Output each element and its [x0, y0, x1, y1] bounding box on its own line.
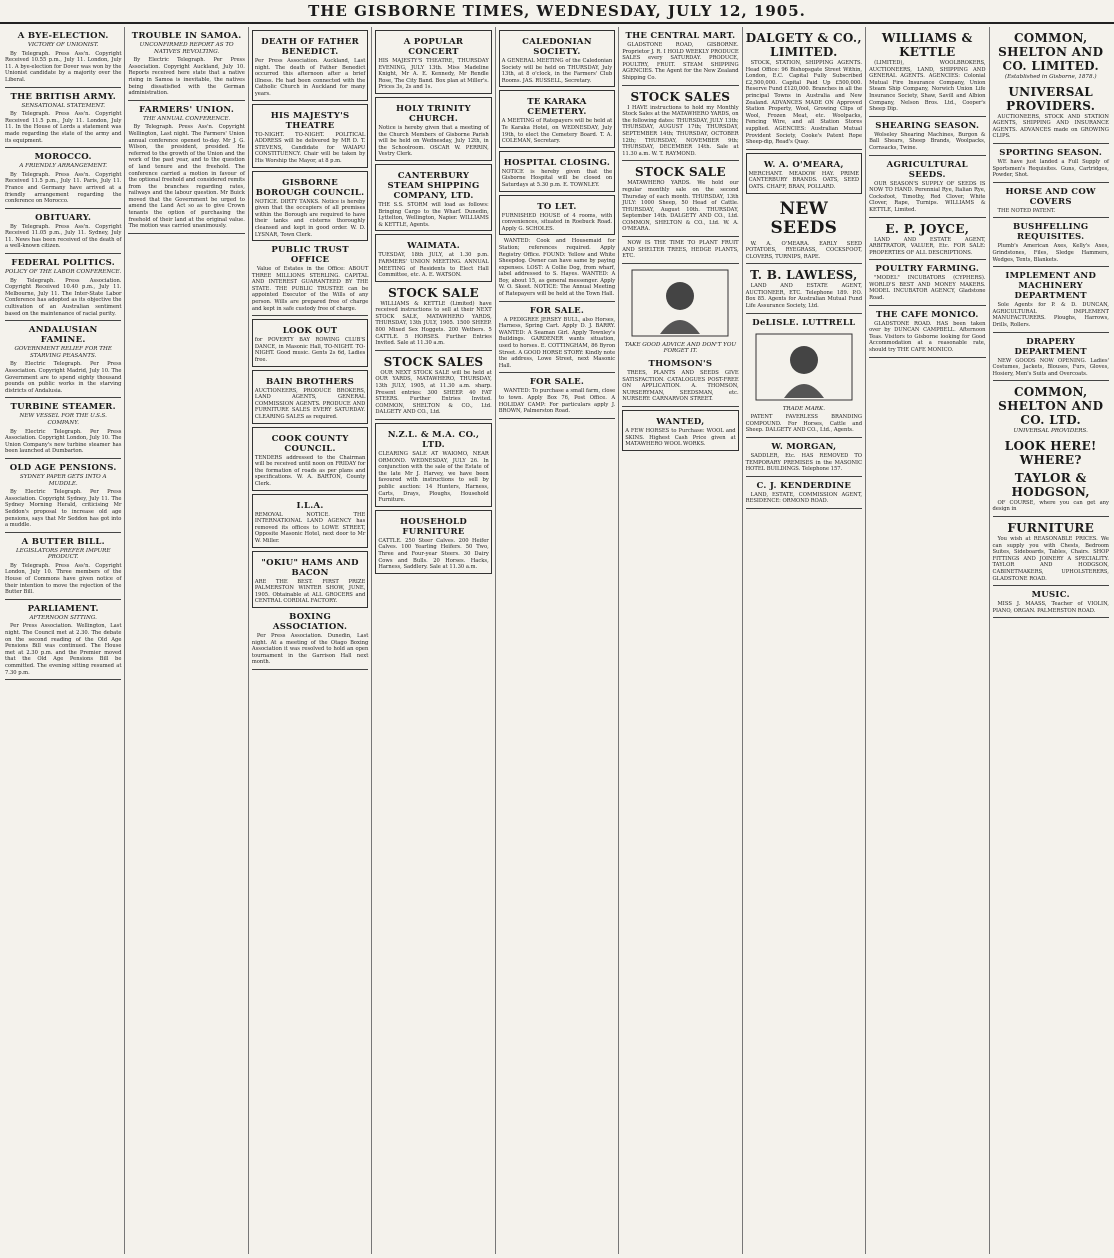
- article-headline: POULTRY FARMING.: [875, 264, 980, 275]
- advertisement-headline: TE KARAKA CEMETERY.: [527, 97, 587, 118]
- article-paragraph: Per Press Association. Wellington, Last night. The Council met at 2.30. The debate on the second reading of the Old Age Pensions Bill was continued. The House met at 2.30 p.m. and the Premier moved that the Old Age Pensions Bill be committed. The evening sitting resumed at 7.30 p.m.: [5, 623, 122, 676]
- advertisement-body: Per Press Association. Auckland, Last night. The death of Father Benedict occurred this afternoon after a brief illness. He had been connected with the Catholic Church in Auckland for many years.: [254, 58, 366, 97]
- advertisement: [252, 370, 368, 424]
- advertisement: [375, 97, 491, 161]
- article-headline: THOMSON'S: [648, 359, 713, 370]
- column-rule: [375, 350, 491, 351]
- column-rule: [993, 516, 1109, 517]
- advertisement: [375, 164, 491, 231]
- article-body: [5, 429, 121, 455]
- article-body: [128, 57, 244, 97]
- article-body: [746, 453, 862, 473]
- column-rule: [5, 679, 121, 680]
- advertisement-headline: HOUSEHOLD FURNITURE: [400, 516, 467, 537]
- column-rule: [622, 406, 738, 407]
- column-rule: [499, 372, 615, 373]
- column-rule: [128, 233, 244, 234]
- article-headline: TAYLOR & HODGSON,: [1011, 470, 1090, 499]
- article-subhead: UNCONFIRMED REPORT AS TO NATIVES REVOLTING.: [139, 42, 234, 55]
- article-body: [252, 266, 368, 312]
- article-headline: PUBLIC TRUST OFFICE: [271, 245, 349, 266]
- article-subhead: THE ANNUAL CONFERENCE.: [142, 115, 231, 122]
- article-subhead: VICTORY OF UNIONIST.: [27, 42, 99, 48]
- column-6: [619, 27, 742, 1254]
- article-paragraph: LAND AND ESTATE AGENT, ARBITRATOR, VALUER, Etc. FOR SALE: PROPERTIES OF ALL DESCRIPTIONS.: [869, 236, 986, 256]
- advertisement-headline: DEATH OF FATHER BENEDICT.: [261, 37, 359, 57]
- article-paragraph: THE NOTED PATENT.: [997, 207, 1056, 214]
- article-headline: BUSHFELLING REQUISITES.: [1012, 222, 1089, 243]
- article-subhead: (Established in Gisborne, 1878.): [1004, 74, 1097, 80]
- article-body: [869, 181, 985, 214]
- column-3: [249, 27, 372, 1254]
- article-body: [5, 489, 121, 529]
- column-rule: [499, 301, 615, 302]
- article-subhead: SENSATIONAL STATEMENT.: [21, 102, 105, 109]
- article-paragraph: (LIMITED), WOOLBROKERS, AUCTIONEERS, LAND, SHIPPING AND GENERAL AGENTS. AGENCIES: Colonial Mutual Fire Insurance Company, Union Steam Ship Company, Norwich Union Life Insurance Society, Shaw, Savill and Albion Company, Nelson Bros. Ltd., Cooper's Sheep Dip.: [869, 60, 986, 113]
- advertisement-body: for POVERTY BAY ROWING CLUB'S DANCE, in Masonic Hall, TO-NIGHT. TO-NIGHT. Good music. Gents 2s 6d, Ladies free.: [254, 337, 366, 364]
- column-4: [372, 27, 495, 1254]
- illustration-icon: [754, 332, 854, 402]
- advertisement: [375, 30, 491, 94]
- article-paragraph: By Electric Telegraph. Per Press Association. Copyright Sydney, July 11. The Sydney Morning Herald, criticising Mr Seddon's proposal to increase old age pensions, says that Mr Seddon has got into a muddle.: [5, 489, 122, 529]
- article-headline: LOOK HERE! WHERE?: [1004, 438, 1097, 467]
- advertisement-headline: N.Z.L. & M.A. CO., LTD.: [387, 430, 480, 450]
- column-rule: [622, 160, 738, 161]
- advertisement-body: NOTICE. DIRTY TANKS. Notice is hereby given that the occupiers of all premises within the Borough are required to have their tanks and cisterns thoroughly cleansed and kept in good order. W. D. LYSNAR, Town Clerk.: [254, 198, 366, 238]
- article-paragraph: Wolseley Shearing Machines, Burgon & Ball Shears, Sheep Brands, Woolpacks, Cornsacks, Twine.: [869, 131, 986, 151]
- article-body: [746, 60, 862, 146]
- article-paragraph: By Electric Telegraph. Per Press Association. Copyright Madrid, July 10. The Government are to spend eighty thousand pounds on public works in the starving districts of Andalusia.: [5, 361, 122, 394]
- advertisement-headline: HOSPITAL CLOSING.: [503, 157, 611, 168]
- article-headline: TROUBLE IN SAMOA.: [131, 31, 242, 41]
- article-headline: T. B. LAWLESS,: [750, 268, 858, 283]
- article-body: [746, 492, 862, 505]
- article-paragraph: WANTED: To purchase a small farm, close to town. Apply Box 76, Post Office. A HOLIDAY CAMP: For particulars apply J. BROWN, Palmerston Road.: [498, 388, 616, 415]
- article-body: [993, 358, 1109, 378]
- column-rule: [746, 149, 862, 150]
- article-headline: E. P. JOYCE,: [885, 221, 970, 236]
- column-2: [125, 27, 248, 1254]
- column-rule: [869, 305, 985, 306]
- article-body: [499, 388, 615, 414]
- advertisement: [375, 423, 491, 507]
- column-rule: [869, 217, 985, 218]
- article-headline: FOR SALE.: [529, 377, 585, 388]
- article-paragraph: By Telegraph. Press Ass'n. Copyright London, July 10. Three members of the House of Commons have given notice of their intention to move the rejection of the Butter Bill.: [5, 562, 122, 596]
- article-paragraph: You wish at REASONABLE PRICES. We can supply you with Chests, Bedroom Suites, Sideboards, Tables, Chairs. SHOP FITTINGS AND JOINERY A SPECIALITY. TAYLOR AND HODGSON, CABINETMAKERS, UPHOLSTERERS, GLADSTONE ROAD.: [992, 536, 1109, 582]
- article-headline: OLD AGE PENSIONS.: [9, 462, 117, 473]
- advertisement: [252, 551, 368, 608]
- article-paragraph: LAND AND ESTATE AGENT, AUCTIONEER, ETC. Telephone 189. P.O. Box 85. Agents for Australian Mutual Fund Life Assurance Society, Ltd.: [745, 283, 863, 310]
- article-body: [869, 60, 985, 113]
- article-body: [5, 361, 121, 394]
- advertisement: [252, 30, 368, 101]
- article-body: [622, 105, 738, 158]
- article-subhead: A FRIENDLY ARRANGEMENT.: [19, 163, 108, 170]
- article-paragraph: "MODEL" INCUBATORS (CYPHERS). WORLD'S BEST AND MONEY MAKERS. MODEL INCUBATOR AGENCY, Gladstone Road.: [869, 275, 986, 302]
- advertisement: [252, 427, 368, 491]
- article-body: [5, 563, 121, 596]
- illustration-caption: TAKE GOOD ADVICE AND DON'T YOU FORGET IT.: [624, 341, 737, 355]
- advertisement: [375, 234, 491, 281]
- advertisement-body: CATTLE. 250 Steer Calves. 200 Heifer Calves. 100 Yearling Heifers. 50 Two, Three and Four-year Steers. 30 Dairy Cows and Bulls. 20 Horses. Hacks, Harness, Saddlery. Sale at 11.30 a.m.: [378, 537, 489, 571]
- article-headline: STOCK SALES: [383, 354, 484, 369]
- article-paragraph: W. A. O'MEARA. EARLY SEED POTATOES, RYEGRASS, COCKSFOOT, CLOVERS, TURNIPS, RAPE.: [745, 240, 863, 260]
- column-8: [866, 27, 989, 1254]
- article-headline: COMMON, SHELTON AND CO. LTD.: [998, 385, 1104, 428]
- article-paragraph: Value of Estates in the Office: ABOUT THREE MILLIONS STERLING. CAPITAL AND INTEREST GUARANTEED BY THE STATE. THE PUBLIC TRUSTEE can be appointed Executor of the Wills of any person. Wills are prepared free of charge and kept in safe custody free of charge.: [251, 266, 369, 312]
- article-headline: HORSE AND COW COVERS: [1005, 186, 1096, 207]
- article-body: [622, 370, 738, 403]
- article-headline: THE CENTRAL MART.: [625, 31, 736, 41]
- column-rule: [499, 418, 615, 419]
- column-rule: [746, 476, 862, 477]
- article-headline: PARLIAMENT.: [27, 603, 99, 614]
- advertisement-headline: HIS MAJESTY'S THEATRE: [270, 110, 350, 131]
- advertisement: [252, 171, 368, 242]
- article-paragraph: MISS J. MAASS, Teacher of VIOLIN, PIANO, ORGAN. PALMERSTON ROAD.: [992, 601, 1109, 614]
- article-paragraph: I HAVE instructions to hold my Monthly Stock Sales at the MATAWHERO YARDS, on the following dates: THURSDAY, JULY 13th; THURSDAY, AUGUST 17th; THURSDAY, SEPTEMBER 14th; THURSDAY, OCTOBER 12th; THURSDAY, NOVEMBER 9th; THURSDAY, DECEMBER 14th. Sale at 11.30 a.m. W. T. RAYMOND.: [622, 104, 739, 157]
- advertisement-headline: BAIN BROTHERS: [266, 376, 355, 387]
- column-rule: [5, 147, 121, 148]
- article-paragraph: By Telegraph. Press Ass'n. Copyright Received 11.5 p.m., July 11. London, July 11. In the House of Lords a statement was made regarding the state of the army and its equipment.: [5, 111, 122, 144]
- advertisement: [499, 151, 615, 192]
- advertisement: [252, 494, 368, 548]
- article-body: [746, 414, 862, 434]
- article-body: [375, 301, 491, 347]
- article-body: [993, 159, 1109, 179]
- article-headline: MUSIC.: [1031, 590, 1070, 601]
- article-body: [5, 278, 121, 318]
- column-rule: [869, 259, 985, 260]
- article-body: [869, 321, 985, 354]
- article-paragraph: NEW GOODS NOW OPENING. Ladies' Costumes, Jackets, Blouses, Furs, Gloves, Hosiery, Men's Suits and Overcoats.: [992, 357, 1109, 377]
- article-paragraph: AUCTIONEERS, STOCK AND STATION AGENTS, SHIPPING AND INSURANCE AGENTS. ADVANCES made on GROWING CLIPS.: [992, 113, 1109, 140]
- article-headline: W. MORGAN,: [771, 442, 837, 453]
- advertisement: [252, 104, 368, 168]
- column-rule: [128, 100, 244, 101]
- article-paragraph: By Electric Telegraph. Per Press Association. Copyright Auckland, July 10. Reports received here state that a native rising in Samoa is inevitable, the natives being dissatisfied with the German administration.: [128, 57, 245, 97]
- article-subhead: AFTERNOON SITTING.: [29, 614, 97, 621]
- column-rule: [993, 617, 1109, 618]
- article-body: [993, 302, 1109, 328]
- article-headline: FARMERS' UNION.: [139, 104, 235, 115]
- article-body: [5, 224, 121, 250]
- column-rule: [993, 380, 1109, 381]
- column-rule: [622, 263, 738, 264]
- advertisement-body: REMOVAL NOTICE. THE INTERNATIONAL LAND AGENCY has removed its offices to LOWE STREET, Opposite Masonic Hotel, next door to Mr W. Miller.: [254, 511, 366, 544]
- article-body: [869, 275, 985, 301]
- column-rule: [993, 585, 1109, 586]
- advertisement: [622, 410, 738, 451]
- article-paragraph: A PEDIGREE JERSEY BULL, also Horses, Harness, Spring Cart. Apply D. J. BARRY. WANTED: A Seaman Girl. Apply Townley's Buildings. GARDENER wants situation, used to horses. E. COTTINGHAM, 86 Byron Street. A GOOD HORSE STORY: Kindly note the address, Lowe Street, next Masonic Hall.: [498, 316, 616, 369]
- article-paragraph: WILLIAMS & KETTLE (Limited) have received instructions to sell at their NEXT STOCK SALE, MATAWHERO YARDS, THURSDAY, 13th JULY, 1905. 1500 SHEEP. 800 Mixed Sex Hoggets. 200 Wethers. 5 CATTLE. 5 HORSES. Further Entries Invited. Sale at 11.30 a.m.: [375, 300, 492, 347]
- illustration-caption: TRADE MARK.: [782, 405, 825, 412]
- article-paragraph: GLADSTONE ROAD. HAS been taken over by DUNCAN CAMPBELL. Afternoon Teas. Visitors to Gisborne looking for Good Accommodation at a reasonable rate, should try THE CAFE MONICO.: [869, 320, 986, 354]
- article-body: [869, 132, 985, 152]
- article-subhead: POLICY OF THE LABOR CONFERENCE.: [5, 269, 122, 276]
- advertisement-body: THE S.S. STORM will load as follows: Bringing Cargo to the Wharf. Dunedin, Lyttelton, Wellington, Napier. WILLIAMS & KETTLE, Agents.: [378, 201, 489, 228]
- advertisement: [375, 510, 491, 574]
- advertisement: [499, 90, 615, 147]
- column-rule: [252, 315, 368, 316]
- advertisement-headline: LOOK OUT: [282, 326, 338, 337]
- article-headline: WILLIAMS & KETTLE: [881, 31, 973, 59]
- article-headline: AGRICULTURAL SEEDS.: [886, 159, 968, 180]
- column-rule: [869, 357, 985, 358]
- article-body: [5, 623, 121, 676]
- column-rule: [5, 532, 121, 533]
- article-body: [746, 283, 862, 309]
- advertisement-body: A GENERAL MEETING of the Caledonian Society will be held on THURSDAY, July 13th, at 8 o'clock, in the Farmers' Club Rooms. JAS. RUSSELL, Secretary.: [501, 58, 613, 84]
- column-rule: [622, 236, 738, 237]
- column-rule: [5, 458, 121, 459]
- article-paragraph: MATAWHERO YARDS. We hold our regular monthly sale on the second Thursday of each month. THURSDAY, 13th JULY: 1000 Sheep, 50 Head of Cattle. THURSDAY, August 10th. THURSDAY, September 14th. DALGETY AND CO., Ltd. COMMON, SHELTON & CO., Ltd. W. A. O'MEARA.: [622, 180, 739, 233]
- article-body: [993, 500, 1109, 513]
- advertisement-headline: "OKIU" HAMS AND BACON: [261, 557, 359, 578]
- advertisement-headline: COOK COUNTY COUNCIL.: [271, 433, 349, 454]
- article-paragraph: By Telegraph. Press Ass'n. Copyright Wellington, Last night. The Farmers' Union annual conference opened to-day. Mr J. G. Wilson, the president, presided. He referred to the growth of the Union and the work of the past year, and to the question of land tenure and the freehold. The conference carried a motion in favour of the optional freehold and considered remits from the branches regarding rates, railways and the labour question. Mr Buick moved that the Government be urged to amend the Land Act so as to give Crown tenants the option of purchasing the freehold of their land at the original value. The motion was carried unanimously.: [128, 124, 245, 230]
- column-rule: [993, 217, 1109, 218]
- article-headline: BOXING ASSOCIATION.: [272, 611, 348, 632]
- article-body: [499, 317, 615, 370]
- advertisement-body: CLEARING SALE AT WAIOMO, NEAR ORMOND. WEDNESDAY, JULY 26. In conjunction with the sale of the Estate of the late Mr J. Harvey, we have been favoured with instructions to sell by public auction: 14 Hunters, Harness, Carts, Drays, Ploughs, Household Furniture.: [378, 451, 489, 504]
- article-body: [622, 240, 738, 260]
- column-rule: [252, 669, 368, 670]
- illustration: [622, 268, 738, 338]
- article-paragraph: OF COURSE, where you can get any design in: [992, 499, 1109, 513]
- article-headline: THE CAFE MONICO.: [875, 309, 979, 320]
- advertisement-body: TUESDAY, 18th JULY, at 1.30 p.m. FARMERS' UNION MEETING. ANNUAL MEETING of Residents to Elect Hall Committee, etc. A. E. WATSON.: [378, 252, 489, 279]
- column-7: [743, 27, 866, 1254]
- column-rule: [5, 320, 121, 321]
- article-body: [746, 241, 862, 261]
- article-paragraph: NOW IS THE TIME TO PLANT FRUIT AND SHELTER TREES, HEDGE PLANTS, ETC.: [622, 240, 739, 260]
- article-paragraph: LAND, ESTATE, COMMISSION AGENT, RESIDENCE: ORMOND ROAD.: [745, 491, 863, 505]
- column-rule: [622, 85, 738, 86]
- columns-container: [0, 24, 1114, 1254]
- column-1: [2, 27, 125, 1254]
- column-rule: [869, 116, 985, 117]
- article-body: [622, 180, 738, 233]
- article-headline: A BYE-ELECTION.: [17, 31, 109, 41]
- article-paragraph: By Telegraph. Press Association. Copyright Received 10.40 p.m., July 11. Melbourne, July 11. The Inter-State Labor Conference has adopted as its objective the cultivation of an Australian sentiment based on the maintenance of racial purity.: [5, 277, 122, 317]
- article-headline: STOCK SALES: [630, 89, 731, 104]
- column-rule: [5, 87, 121, 88]
- article-paragraph: STOCK, STATION, SHIPPING AGENTS. Head Office: 96 Bishopsgate Street Within, London, E.C. Capital Fully Subscribed £2,500,000. Capital Paid Up £500,000. Reserve Fund £120,000. Branches in all the principal Towns in Australia and New Zealand. ADVANCES MADE ON Approved Station Property, Wool, Growing Clips of Wool, Frozen Meat, etc. Woolpacks, Fencing Wire, and all Station Stores supplied. AGENCIES: Australian Mutual Provident Society, Cooke's Patent Rope Sheep-dip, Read's Quay.: [745, 60, 863, 146]
- article-body: [252, 633, 368, 666]
- article-body: [869, 237, 985, 257]
- column-rule: [993, 182, 1109, 183]
- article-paragraph: TREES, PLANTS AND SEEDS GIVE SATISFACTION. CATALOGUES POST-FREE ON APPLICATION. A. THOMSON, NURSERYMAN, SEEDSMAN, etc. NURSERY: CARNARVON STREET.: [622, 370, 739, 403]
- article-paragraph: OUR SEASON'S SUPPLY OF SEEDS IS NOW TO HAND. Perennial Rye, Italian Rye, Cocksfoot, Timothy, Red Clover, White Clover, Rape, Turnips. WILLIAMS & KETTLE, Limited.: [869, 180, 986, 213]
- article-paragraph: WANTED: Cook and Housemaid for Station; references required. Apply Registry Office. FOUND: Yellow and White Sheepdog. Owner can have same by paying expenses. LOST: A Collie Dog, from wharf, label addressed to S. Hayes. WANTED: A Boy, about 15, as general messenger. Apply W. O. Skeet. NOTICE: The Annual Meeting of Ratepayers will be held at the Town Hall.: [498, 238, 616, 298]
- column-9: [990, 27, 1112, 1254]
- article-paragraph: By Telegraph. Press Ass'n. Copyright Received 11.05 p.m., July 11. Sydney, July 11. News has been received of the death of a well-known citizen.: [5, 223, 122, 250]
- article-body: [5, 51, 121, 84]
- article-headline: IMPLEMENT AND MACHINERY DEPARTMENT: [1005, 271, 1097, 302]
- article-body: [128, 124, 244, 230]
- article-body: [5, 111, 121, 144]
- advertisement-body: A FEW HORSES to Purchase: WOOL and SKINS. Highest Cash Price given at MATAWHERO WOOL WORKS.: [625, 428, 736, 448]
- article-headline: DeLISLE. LUTTRELL: [752, 317, 856, 328]
- advertisement-headline: I.L.A.: [296, 500, 324, 511]
- article-headline: OBITUARY.: [35, 212, 92, 223]
- article-headline: A BUTTER BILL.: [21, 536, 105, 547]
- advertisement-headline: WAIMATA.: [407, 241, 460, 252]
- article-subhead: NEW VESSEL FOR THE U.S.S. COMPANY.: [19, 413, 107, 426]
- advertisement-body: A MEETING of Ratepayers will be held at Te Karaka Hotel, on WEDNESDAY, July 19th, to elect the Cemetery Board. T. A. COLEMAN, Secretary.: [501, 118, 613, 145]
- advertisement-headline: GISBORNE BOROUGH COUNCIL.: [255, 177, 365, 198]
- column-rule: [993, 143, 1109, 144]
- column-rule: [746, 508, 862, 509]
- column-rule: [993, 332, 1109, 333]
- article-headline: DALGETY & CO., LIMITED.: [745, 31, 862, 59]
- article-headline: COMMON, SHELTON AND CO. LIMITED.: [998, 31, 1104, 73]
- article-body: [622, 42, 738, 82]
- advertisement-headline: HOLY TRINITY CHURCH.: [396, 103, 472, 124]
- article-headline: UNIVERSAL PROVIDERS.: [1006, 84, 1096, 113]
- article-paragraph: PATENT FAVERLESS BRANDING COMPOUND. For Horses, Cattle and Sheep. DALGETY AND CO., Ltd., Agents.: [745, 414, 863, 434]
- advertisement-body: NOTICE is hereby given that the Gisborne Hospital will be closed on Saturdays at 5.30 p.m. E. TOWNLEY.: [501, 168, 613, 188]
- column-rule: [746, 313, 862, 314]
- article-body: [993, 208, 1109, 215]
- article-body: [375, 370, 491, 416]
- article-paragraph: By Telegraph. Press Ass'n. Copyright Received 11.5 p.m., July 11. Paris, July 11. France and Germany have arrived at a friendly arrangement regarding the conference on Morocco.: [5, 171, 122, 205]
- article-paragraph: OUR NEXT STOCK SALE will be held at OUR YARDS, MATAWHERO, THURSDAY, 13th JULY, 1905, at 11.30 a.m. sharp. Present entries: 300 SHEEP. 40 FAT STEERS. Further Entries Invited. COMMON, SHELTON & CO., Ltd. DALGETY AND CO., Ltd.: [375, 369, 492, 416]
- article-subhead: LEGISLATORS PREFER IMPURE PRODUCT.: [15, 547, 111, 561]
- article-paragraph: By Telegraph. Press Ass'n. Copyright Received 10.55 p.m., July 11. London, July 11. A bye-election for Dover was won by the Unionist candidate by a majority over the Liberal.: [5, 50, 122, 83]
- article-body: [5, 172, 121, 205]
- column-rule: [746, 263, 862, 264]
- article-subhead: SYDNEY PAPER GETS INTO A MUDDLE.: [19, 473, 107, 487]
- illustration: [746, 332, 862, 402]
- article-headline: FEDERAL POLITICS.: [11, 258, 116, 269]
- advertisement-body: ARE THE BEST. FIRST PRIZE PALMERSTON WINTER SHOW, JUNE, 1905. Obtainable at ALL GROCERS and CENTRAL CORDIAL FACTORY.: [254, 578, 366, 605]
- column-rule: [375, 419, 491, 420]
- advertisement-headline: CANTERBURY STEAM SHIPPING COMPANY, LTD.: [387, 170, 480, 201]
- article-headline: STOCK SALE: [388, 285, 479, 300]
- advertisement: [499, 30, 615, 87]
- article-headline: FURNITURE: [1007, 521, 1095, 536]
- article-headline: ANDALUSIAN FAMINE.: [28, 325, 98, 346]
- article-body: [993, 243, 1109, 263]
- article-paragraph: Sole Agents for P. & D. DUNCAN, AGRICULTURAL IMPLEMENT MANUFACTURERS. Ploughs, Harrows, Drills, Rollers.: [992, 302, 1109, 328]
- article-paragraph: WE have just landed a Full Supply of Sportsmen's Requisites. Guns, Cartridges, Powder, Shot.: [992, 158, 1109, 179]
- article-body: [993, 114, 1109, 140]
- masthead: THE GISBORNE TIMES, WEDNESDAY, JULY 12, 1905.: [0, 0, 1114, 24]
- article-headline: THE BRITISH ARMY.: [10, 91, 116, 102]
- column-rule: [869, 155, 985, 156]
- advertisement-headline: TO LET.: [537, 201, 577, 212]
- article-paragraph: Per Press Association. Dunedin, Last night. At a meeting of the Otago Boxing Association it was resolved to hold an open tournament in the Garrison Hall next month.: [251, 632, 369, 666]
- article-paragraph: SADDLER, Etc. HAS REMOVED TO TEMPORARY PREMISES in the MASONIC HOTEL BUILDINGS. Telephone 157.: [745, 453, 863, 473]
- article-paragraph: Plumb's American Axes, Kelly's Axes, Grindstones, Files, Sledge Hammers, Wedges, Tents, Blankets.: [992, 243, 1109, 263]
- advertisement-body: Notice is hereby given that a meeting of the Church Members of Gisborne Parish will be held on Wednesday, July 12th, in the Schoolroom. OSCAR W. PERRIN, Vestry Clerk.: [378, 124, 489, 158]
- article-headline: NEW SEEDS: [770, 198, 838, 238]
- article-body: [993, 601, 1109, 614]
- advertisement: [252, 319, 368, 366]
- column-5: [496, 27, 619, 1254]
- advertisement-body: MERCHANT. MEADOW HAY. PRIME CANTERBURY BRANDS. OATS, SEED OATS. CHAFF, BRAN, POLLARD.: [748, 170, 860, 190]
- article-headline: SPORTING SEASON.: [999, 147, 1103, 158]
- article-paragraph: GLADSTONE ROAD, GISBORNE. Proprietor J. R. I HOLD WEEKLY PRODUCE SALES every SATURDAY. PRODUCE, POULTRY, FRUIT. STEAM SHIPPING AGENCIES. The Agent for the New Zealand Shipping Co.: [622, 42, 739, 81]
- article-subhead: UNIVERSAL PROVIDERS.: [1013, 428, 1088, 435]
- advertisement-body: TENDERS addressed to the Chairman will be received until noon on FRIDAY for the formation of roads as per plans and specifications. W. A. BARTON, County Clerk.: [254, 454, 366, 487]
- article-headline: TURBINE STEAMER.: [10, 402, 116, 413]
- advertisement-body: HIS MAJESTY'S THEATRE, THURSDAY EVENING, JULY 13th. Miss Madeline Knight, Mr A. E. Kennedy, Mr Rendle Rose, The City Band. Box plan at Miller's. Prices 3s, 2s and 1s.: [378, 58, 489, 91]
- column-rule: [5, 253, 121, 254]
- article-headline: STOCK SALE: [635, 165, 726, 180]
- advertisement: [499, 195, 615, 236]
- advertisement-body: AUCTIONEERS, PRODUCE BROKERS, LAND AGENTS, GENERAL COMMISSION AGENTS. PRODUCE AND FURNITURE SALES EVERY SATURDAY. CLEARING SALES as required.: [254, 387, 366, 420]
- advertisement-headline: CALEDONIAN SOCIETY.: [522, 37, 592, 57]
- column-rule: [5, 208, 121, 209]
- article-body: [499, 238, 615, 297]
- article-headline: FOR SALE.: [529, 305, 585, 316]
- article-paragraph: By Electric Telegraph. Per Press Association. Copyright London, July 10. The Union Company's new turbine steamer has been launched at Dumbarton.: [5, 428, 122, 455]
- advertisement: [746, 153, 862, 194]
- article-body: [993, 536, 1109, 582]
- column-rule: [5, 397, 121, 398]
- advertisement-headline: A POPULAR CONCERT: [403, 37, 464, 57]
- article-headline: SHEARING SEASON.: [875, 120, 980, 131]
- column-rule: [993, 266, 1109, 267]
- advertisement-body: FURNISHED HOUSE of 4 rooms, with conveniences, situated in Roebuck Road. Apply G. SCHOLES.: [501, 212, 613, 232]
- article-headline: MOROCCO.: [34, 152, 92, 163]
- article-subhead: GOVERNMENT RELIEF FOR THE STARVING PEASANTS.: [14, 346, 112, 359]
- illustration-icon: [630, 268, 730, 338]
- column-rule: [746, 437, 862, 438]
- article-headline: C. J. KENDERDINE: [756, 480, 852, 491]
- column-rule: [5, 599, 121, 600]
- advertisement-headline: WANTED,: [656, 417, 705, 427]
- advertisement-body: TO-NIGHT. TO-NIGHT. POLITICAL ADDRESS will be delivered by MR D. T. STEVENS, Candidate for WAIAPU CONSTITUENCY. Chair will be taken by His Worship the Mayor, at 8 p.m.: [254, 131, 366, 164]
- article-headline: DRAPERY DEPARTMENT: [1014, 336, 1087, 357]
- advertisement-headline: W. A. O'MEARA,: [763, 159, 844, 170]
